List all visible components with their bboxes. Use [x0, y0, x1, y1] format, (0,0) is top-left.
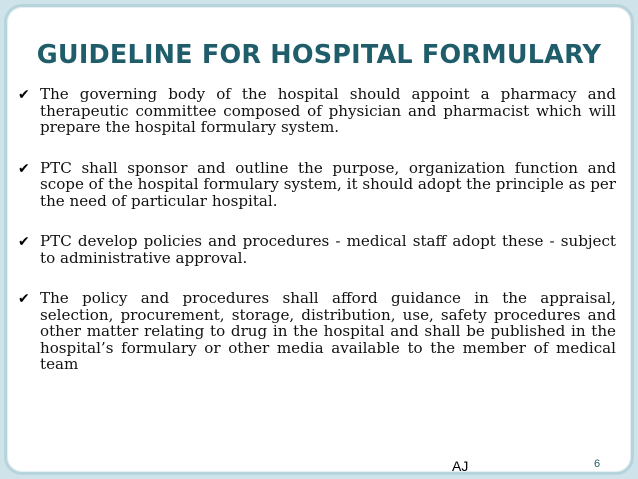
bullet-list [18, 86, 616, 397]
checkmark-icon: ✔ [18, 87, 30, 103]
bullet-item [18, 160, 616, 210]
page-number: 6 [594, 458, 601, 470]
bullet-text: PTC develop policies and procedures - medical staff adopt these - subject to administrative approval. [40, 232, 616, 267]
author-initials: AJ [452, 458, 469, 474]
slide-title: GUIDELINE FOR HOSPITAL FORMULARY [36, 40, 602, 70]
checkmark-icon: ✔ [18, 234, 30, 250]
bullet-item [18, 290, 616, 373]
checkmark-icon: ✔ [18, 160, 30, 177]
checkmark-icon: ✔ [18, 291, 30, 307]
bullet-text: PTC shall sponsor and outline the purpose, organization function and scope of the hospital formulary system, it should adopt the principle as per the need of particular hospital. [40, 158, 616, 210]
bullet-item [18, 233, 616, 266]
bullet-item [18, 86, 616, 136]
bullet-text: The policy and procedures shall afford guidance in the appraisal, selection, procurement, storage, distribution, use, safety procedures and other matter relating to drug in the hospital and shall be published in the hospital’s formulary or other media available to the member of medical team [40, 289, 616, 373]
bullet-text: The governing body of the hospital should appoint a pharmacy and therapeutic committee composed of physician and pharmacist which will prepare the hospital formulary system. [40, 85, 616, 136]
